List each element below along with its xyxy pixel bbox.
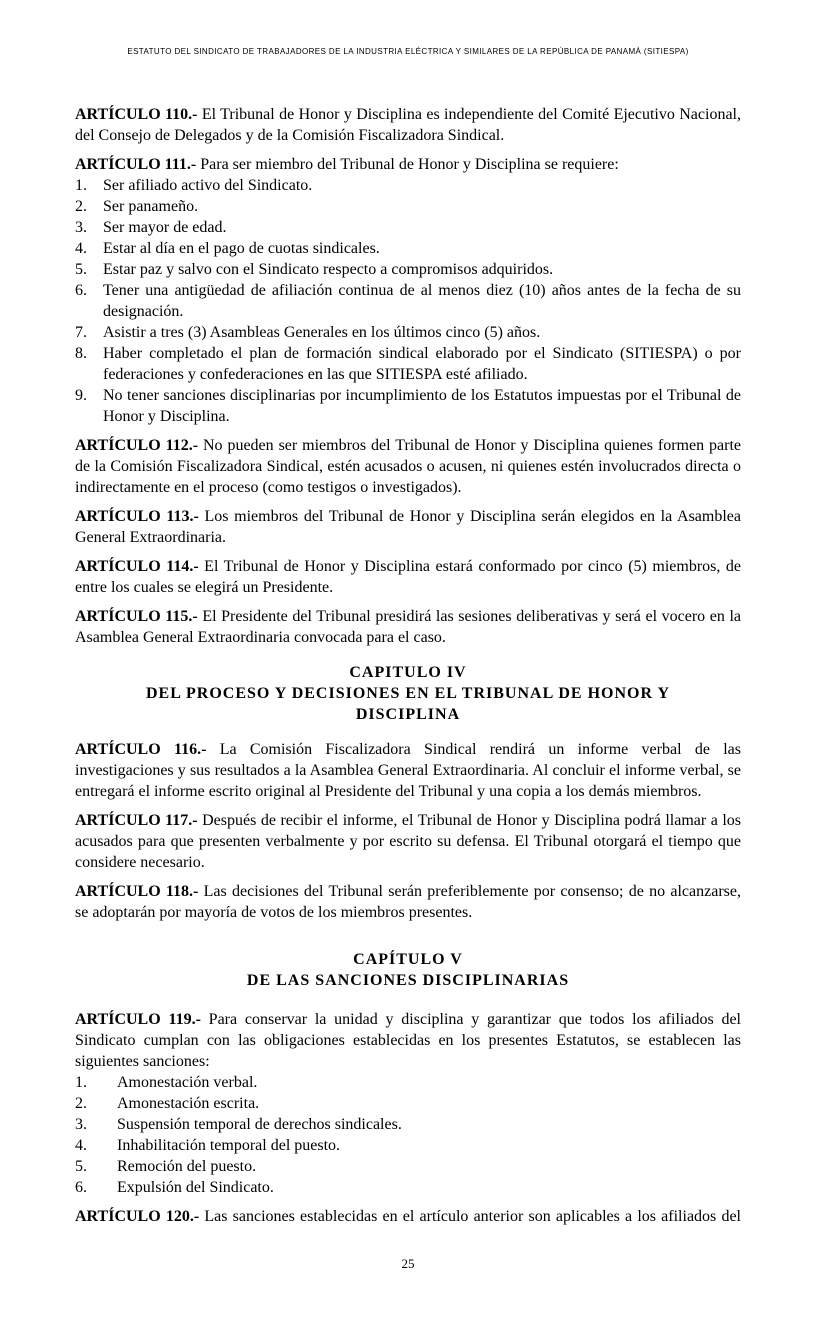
list-item [75, 1072, 741, 1093]
numbered-list [75, 1072, 741, 1198]
list-item-text: Amonestación verbal. [117, 1074, 258, 1091]
list-item [75, 1114, 741, 1135]
article-paragraph: ARTÍCULO 120.- Las sanciones establecidas en el artículo anterior son aplicables a los afiliados del [75, 1208, 741, 1225]
list-item-number: 5. [75, 261, 87, 278]
list-item [75, 238, 741, 259]
list-item-text: No tener sanciones disciplinarias por incumplimiento de los Estatutos impuestas por el Tribunal de Honor y Disciplina. [103, 387, 741, 425]
article-110 [75, 104, 741, 146]
list-item-text: Ser panameño. [103, 198, 199, 215]
page-number: 25 [401, 1256, 415, 1271]
list-item-text: Inhabilitación temporal del puesto. [117, 1137, 341, 1154]
list-item-number: 8. [75, 345, 87, 362]
list-item-text: Estar paz y salvo con el Sindicato respecto a compromisos adquiridos. [103, 261, 554, 278]
article-paragraph: ARTÍCULO 116.- La Comisión Fiscalizadora Sindical rendirá un informe verbal de las investigaciones y sus resultados a la Asamblea General Extraordinaria. Al concluir el informe verbal, se entregará el informe escrito original al Presidente del Tribunal y una copia a los demás miembros. [75, 741, 741, 800]
list-item [75, 1093, 741, 1114]
list-item-text: Ser mayor de edad. [103, 219, 227, 236]
article-paragraph: ARTÍCULO 113.- Los miembros del Tribunal de Honor y Disciplina serán elegidos en la Asamblea General Extraordinaria. [75, 508, 741, 546]
article-119 [75, 1009, 741, 1198]
article-113 [75, 506, 741, 548]
list-item-number: 4. [75, 240, 87, 257]
list-item-number: 7. [75, 324, 87, 341]
list-item-text: Tener una antigüedad de afiliación continua de al menos diez (10) años antes de la fecha de su designación. [103, 282, 741, 320]
article-label: ARTÍCULO 115.- [75, 608, 198, 625]
list-item-number: 3. [75, 219, 87, 236]
list-item-text: Haber completado el plan de formación sindical elaborado por el Sindicato (SITIESPA) o por federaciones y confederaciones en las que SITIESPA esté afiliado. [103, 345, 741, 383]
article-label: ARTÍCULO 117.- [75, 812, 198, 829]
list-item-text: Estar al día en el pago de cuotas sindicales. [103, 240, 380, 257]
list-item-number: 1. [75, 1074, 87, 1091]
list-item-text: Amonestación escrita. [117, 1095, 260, 1112]
article-paragraph: ARTÍCULO 118.- Las decisiones del Tribunal serán preferiblemente por consenso; de no alcanzarse, se adoptarán por mayoría de votos de los miembros presentes. [75, 883, 741, 921]
chapter-heading-line: DEL PROCESO Y DECISIONES EN EL TRIBUNAL DE HONOR Y [145, 685, 671, 702]
document-header-text: ESTATUTO DEL SINDICATO DE TRABAJADORES DE LA INDUSTRIA ELÉCTRICA Y SIMILARES DE LA REPÚBLICA DE PANAMÁ (SITIESPA) [127, 47, 689, 56]
article-paragraph: ARTÍCULO 110.- El Tribunal de Honor y Disciplina es independiente del Comité Ejecutivo Nacional, del Consejo de Delegados y de la Comisión Fiscalizadora Sindical. [75, 106, 741, 144]
article-paragraph: ARTÍCULO 117.- Después de recibir el informe, el Tribunal de Honor y Disciplina podrá llamar a los acusados para que presenten verbalmente y por escrito su defensa. El Tribunal otorgará el tiempo que considere necesario. [75, 812, 741, 871]
article-116 [75, 739, 741, 802]
chapter-4 [75, 662, 741, 725]
article-paragraph: ARTÍCULO 114.- El Tribunal de Honor y Disciplina estará conformado por cinco (5) miembros, de entre los cuales se elegirá un Presidente. [75, 558, 741, 596]
list-item-number: 6. [75, 1179, 87, 1196]
chapter-5 [75, 949, 741, 991]
numbered-list [75, 175, 741, 427]
article-label: ARTÍCULO 110.- [75, 106, 198, 123]
list-item [75, 196, 741, 217]
article-label: ARTÍCULO 113.- [75, 508, 199, 525]
list-item [75, 343, 741, 385]
article-paragraph: ARTÍCULO 119.- Para conservar la unidad y disciplina y garantizar que todos los afiliados del Sindicato cumplan con las obligaciones establecidas en los presentes Estatutos, se establecen las siguientes sanciones: [75, 1011, 741, 1070]
list-item [75, 1135, 741, 1156]
article-label: ARTÍCULO 111.- [75, 156, 197, 173]
chapter-heading-line: DE LAS SANCIONES DISCIPLINARIAS [246, 972, 570, 989]
list-item-number: 5. [75, 1158, 87, 1175]
list-item-text: Remoción del puesto. [117, 1158, 257, 1175]
article-120 [75, 1206, 741, 1227]
chapter-heading-line: CAPÍTULO V [353, 951, 463, 968]
article-paragraph: ARTÍCULO 112.- No pueden ser miembros del Tribunal de Honor y Disciplina quienes formen parte de la Comisión Fiscalizadora Sindical, estén acusados o acusen, ni quienes estén involucrados directa o indirectamente en el proceso (como testigos o investigados). [75, 437, 742, 496]
article-115 [75, 606, 741, 648]
list-item-text: Expulsión del Sindicato. [117, 1179, 274, 1196]
list-item [75, 322, 741, 343]
list-item-number: 6. [75, 282, 87, 299]
list-item-number: 1. [75, 177, 87, 194]
article-label: ARTÍCULO 120.- [75, 1208, 200, 1225]
article-paragraph: ARTÍCULO 115.- El Presidente del Tribunal presidirá las sesiones deliberativas y será el vocero en la Asamblea General Extraordinaria convocada para el caso. [75, 608, 741, 646]
article-114 [75, 556, 741, 598]
list-item [75, 217, 741, 238]
article-paragraph: ARTÍCULO 111.- Para ser miembro del Tribunal de Honor y Disciplina se requiere: [75, 156, 619, 173]
list-item [75, 385, 741, 427]
article-117 [75, 810, 741, 873]
list-item-number: 4. [75, 1137, 87, 1154]
document-content [75, 104, 741, 1235]
article-label: ARTÍCULO 119.- [75, 1011, 201, 1028]
chapter-heading-line: CAPITULO IV [349, 664, 467, 681]
list-item-text: Suspensión temporal de derechos sindicales. [117, 1116, 402, 1133]
article-label: ARTÍCULO 112.- [75, 437, 199, 454]
list-item [75, 280, 741, 322]
article-label: ARTÍCULO 116.- [75, 741, 207, 758]
list-item [75, 1177, 741, 1198]
list-item-number: 9. [75, 387, 87, 404]
list-item-number: 2. [75, 1095, 87, 1112]
list-item-text: Ser afiliado activo del Sindicato. [103, 177, 313, 194]
article-label: ARTÍCULO 114.- [75, 558, 199, 575]
chapter-heading-line: DISCIPLINA [355, 706, 461, 723]
article-111 [75, 154, 741, 427]
list-item [75, 1156, 741, 1177]
list-item-number: 3. [75, 1116, 87, 1133]
article-112 [75, 435, 741, 498]
list-item [75, 259, 741, 280]
article-118 [75, 881, 741, 923]
article-label: ARTÍCULO 118.- [75, 883, 199, 900]
list-item [75, 175, 741, 196]
list-item-text: Asistir a tres (3) Asambleas Generales en los últimos cinco (5) años. [103, 324, 541, 341]
list-item-number: 2. [75, 198, 87, 215]
